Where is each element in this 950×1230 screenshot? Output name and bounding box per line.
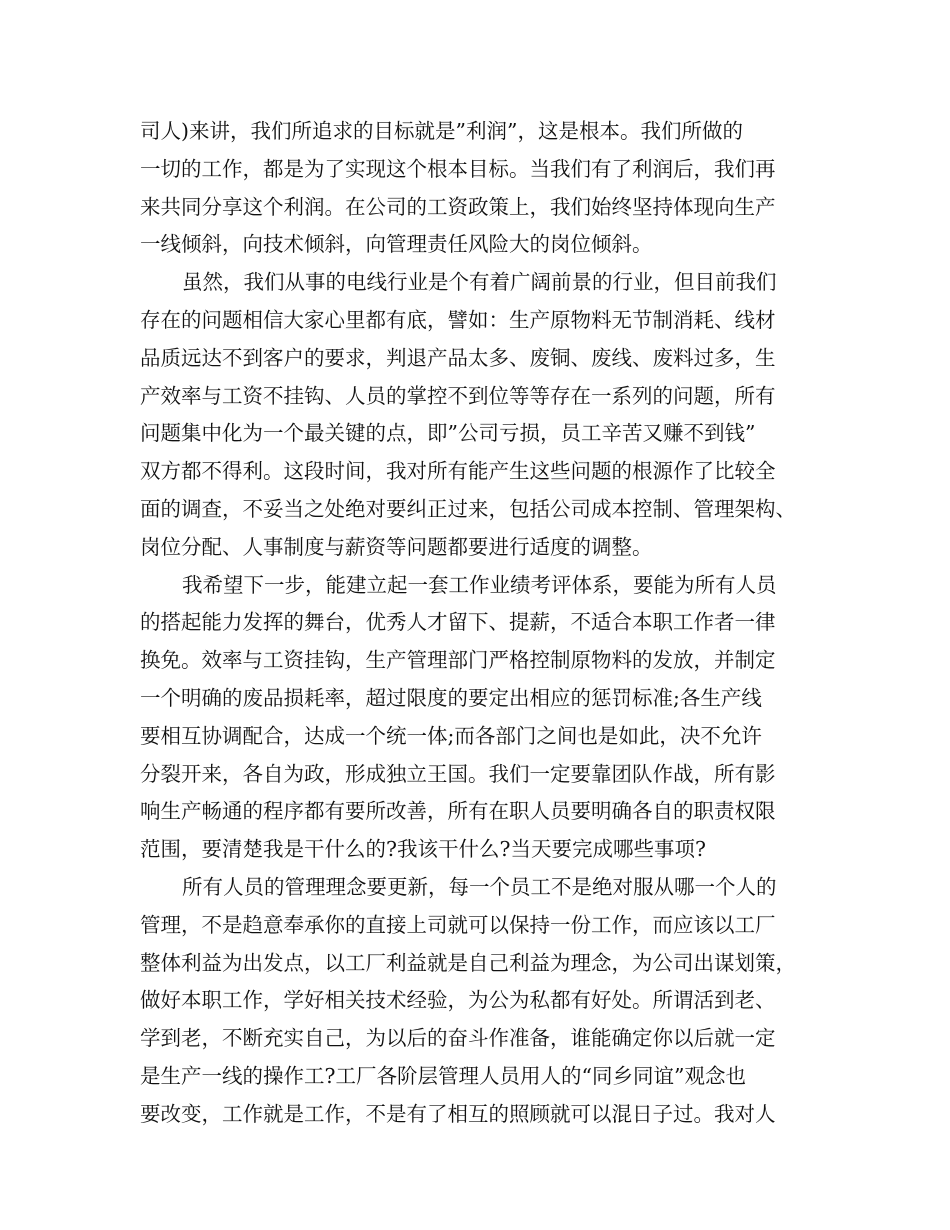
text-line: 的搭起能力发挥的舞台，优秀人才留下、提薪，不适合本职工作者一律 — [140, 610, 776, 635]
text-line: 要改变，工作就是工作，不是有了相互的照顾就可以混日子过。我对人 — [140, 1101, 776, 1126]
text-line: 响生产畅通的程序都有要所改善，所有在职人员要明确各自的职责权限 — [140, 799, 776, 824]
text-line: 来共同分享这个利润。在公司的工资政策上，我们始终坚持体现向生产 — [140, 194, 776, 219]
text-line: 产效率与工资不挂钩、人员的掌控不到位等等存在一系列的问题，所有 — [140, 383, 776, 408]
paragraph-first-line: 我希望下一步，能建立起一套工作业绩考评体系，要能为所有人员 — [182, 572, 777, 597]
paragraph-first-line: 虽然，我们从事的电线行业是个有着广阔前景的行业，但目前我们 — [182, 270, 777, 295]
document-body — [140, 113, 830, 1134]
text-line: 是生产一线的操作工?工厂各阶层管理人员用人的“同乡同谊”观念也 — [140, 1063, 746, 1088]
text-line: 一个明确的废品损耗率，超过限度的要定出相应的惩罚标准;各生产线 — [140, 685, 762, 710]
text-line: 岗位分配、人事制度与薪资等问题都要进行适度的调整。 — [140, 534, 653, 559]
text-line: 换免。效率与工资挂钩，生产管理部门严格控制原物料的发放，并制定 — [140, 648, 776, 673]
text-line: 管理，不是趋意奉承你的直接上司就可以保持一份工作，而应该以工厂 — [140, 912, 776, 937]
text-line: 司人)来讲，我们所追求的目标就是”利润”，这是根本。我们所做的 — [140, 119, 743, 143]
text-line: 整体利益为出发点，以工厂利益就是自己利益为理念，为公司出谋划策， — [140, 950, 796, 975]
text-line: 学到老，不断充实自己，为以后的奋斗作准备，谁能确定你以后就一定 — [140, 1026, 776, 1051]
text-line: 问题集中化为一个最关键的点，即”公司亏损，员工辛苦又赚不到钱” — [140, 421, 756, 446]
text-line: 要相互协调配合，达成一个统一体;而各部门之间也是如此，决不允许 — [140, 723, 762, 748]
text-line: 面的调查，不妥当之处绝对要纠正过来，包括公司成本控制、管理架构、 — [140, 496, 796, 521]
text-line: 一切的工作，都是为了实现这个根本目标。当我们有了利润后，我们再 — [140, 156, 776, 181]
text-line: 分裂开来，各自为政，形成独立王国。我们一定要靠团队作战，所有影 — [140, 761, 776, 786]
text-line: 范围，要清楚我是干什么的?我该干什么?当天要完成哪些事项? — [140, 837, 706, 862]
text-line: 存在的问题相信大家心里都有底，譬如：生产原物料无节制消耗、线材 — [140, 307, 776, 332]
text-line: 一线倾斜，向技术倾斜，向管理责任风险大的岗位倾斜。 — [140, 232, 653, 257]
text-line: 做好本职工作，学好相关技术经验，为公为私都有好处。所谓活到老、 — [140, 988, 776, 1013]
paragraph-first-line: 所有人员的管理理念要更新，每一个员工不是绝对服从哪一个人的 — [182, 874, 777, 899]
text-line: 双方都不得利。这段时间，我对所有能产生这些问题的根源作了比较全 — [140, 459, 776, 484]
text-line: 品质远达不到客户的要求，判退产品太多、废铜、废线、废料过多，生 — [140, 345, 776, 370]
